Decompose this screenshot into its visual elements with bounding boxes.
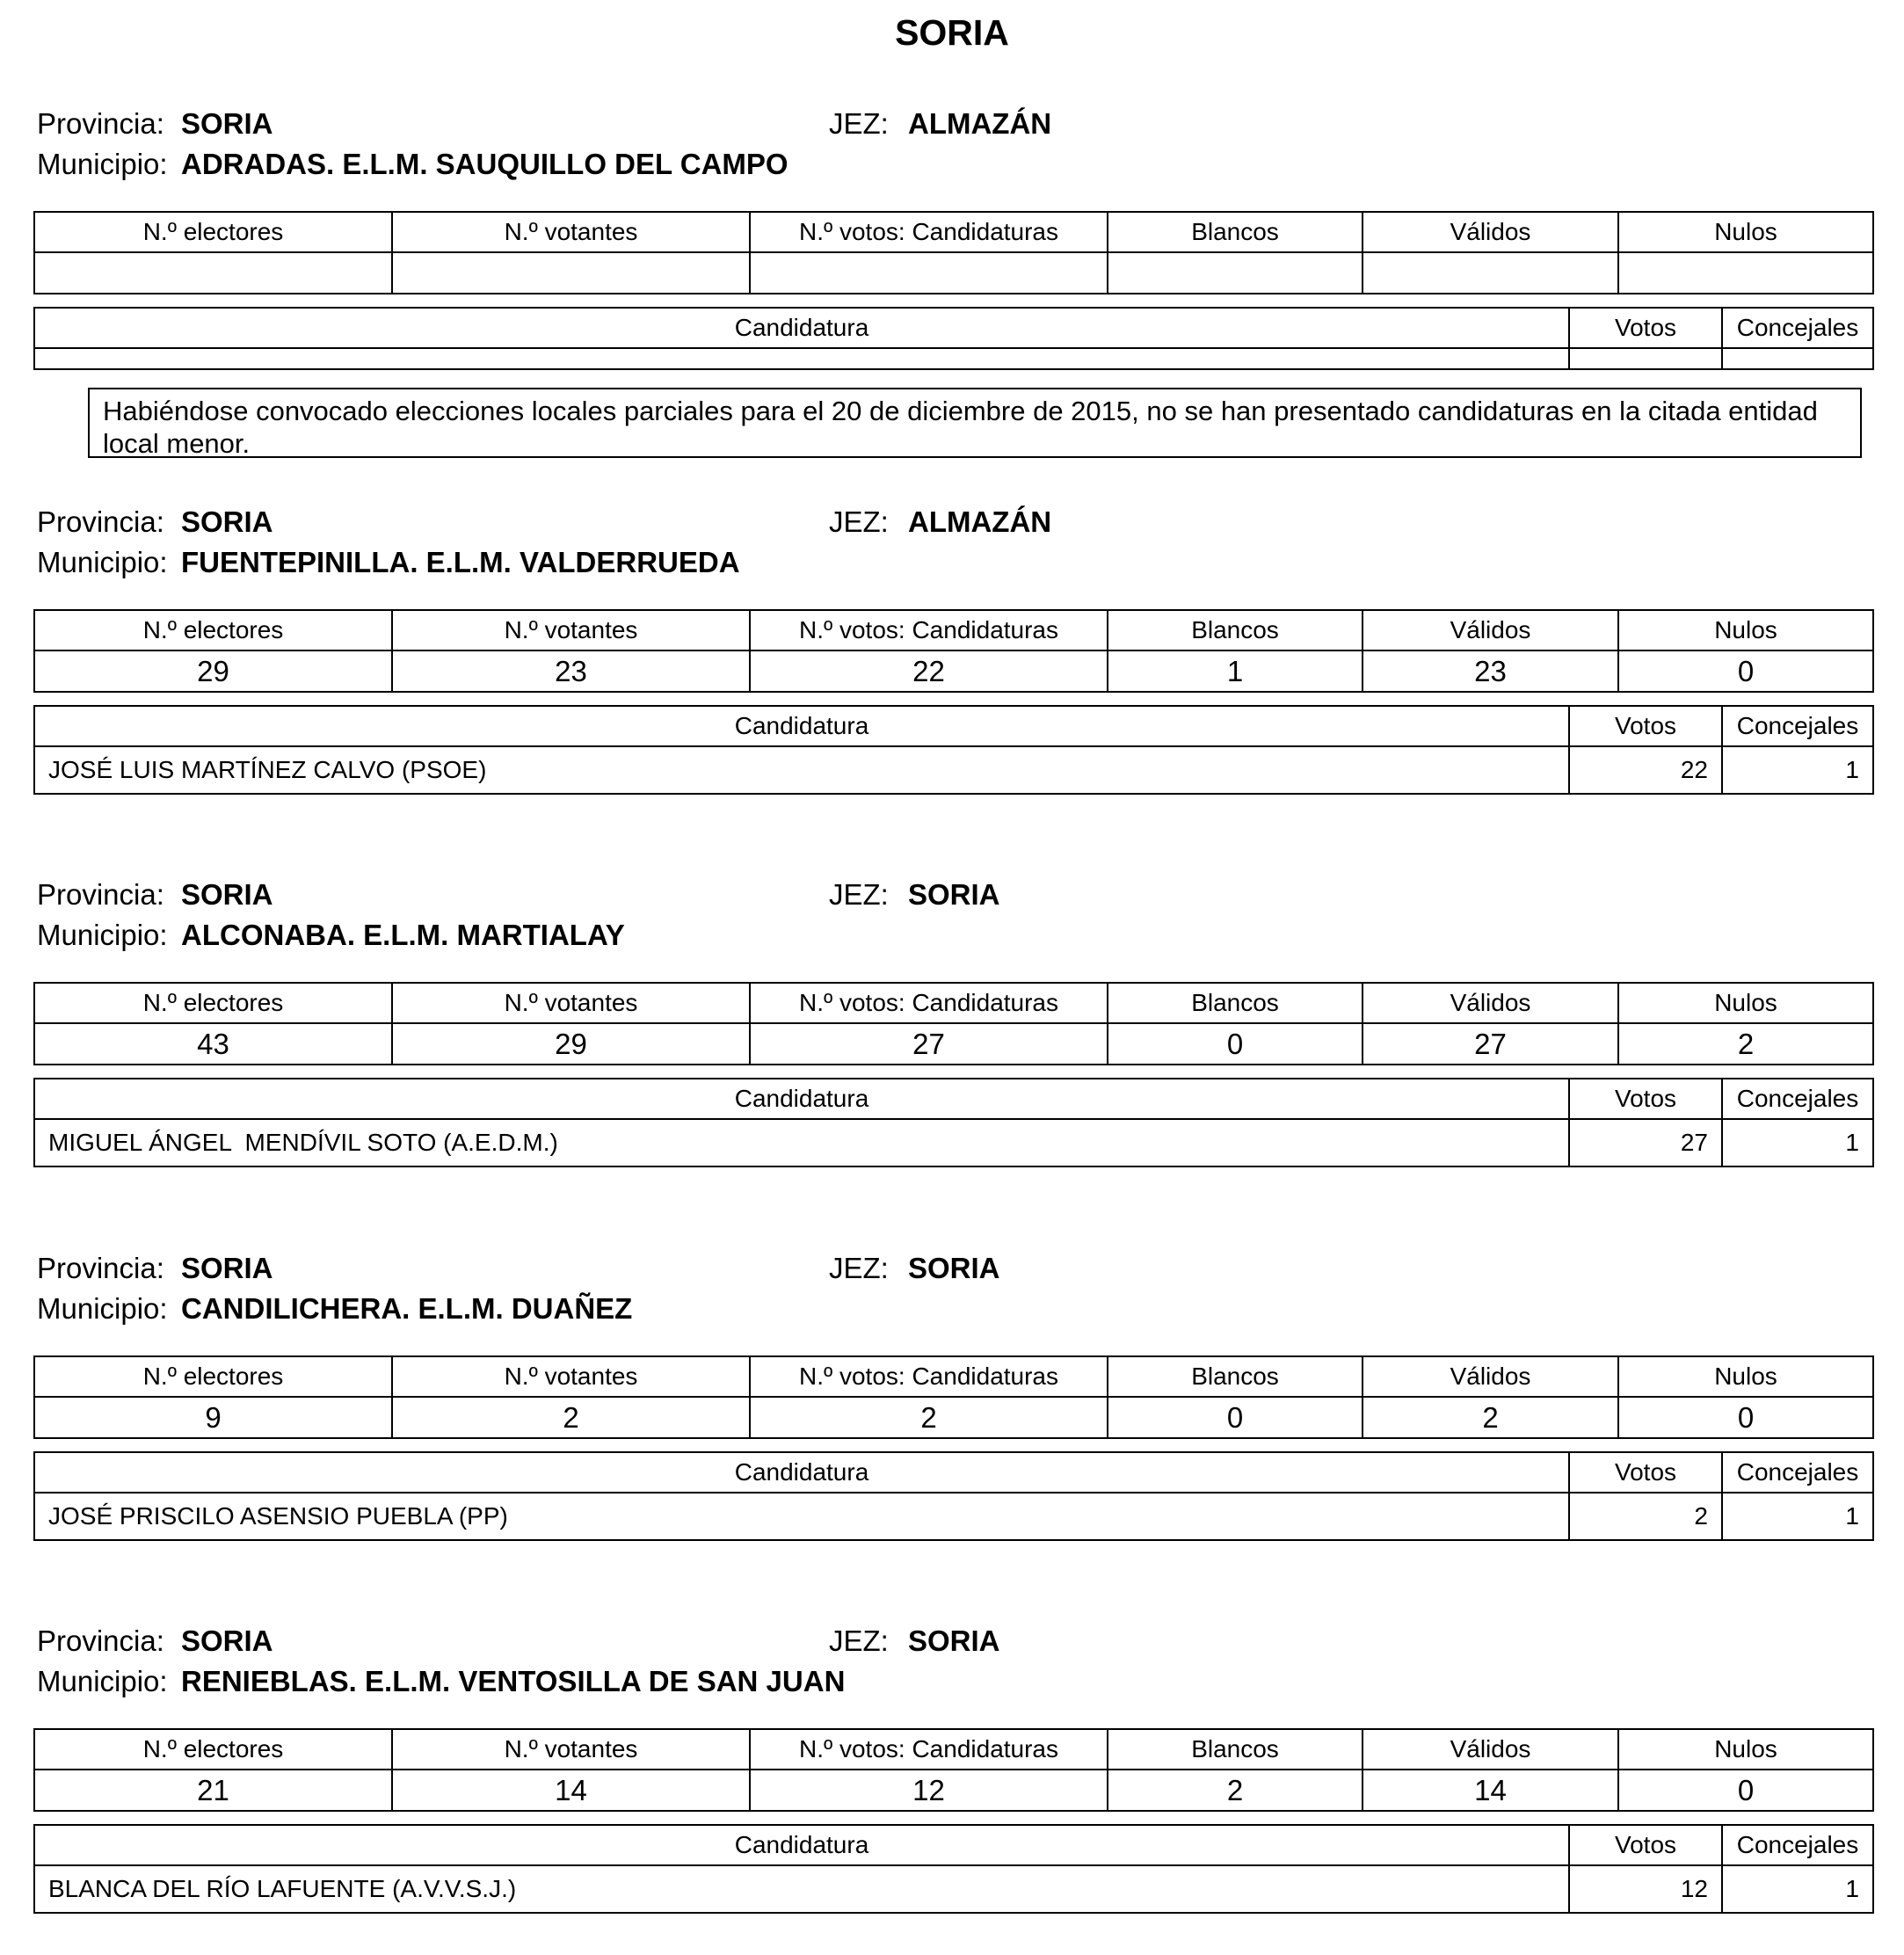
municipio-label: Municipio:	[37, 148, 168, 180]
candidaturas-table	[33, 1451, 1874, 1541]
candidatura-header: Candidatura	[34, 1079, 1569, 1119]
votantes-header: N.º votantes	[392, 983, 750, 1023]
concejales-header: Concejales	[1722, 1452, 1873, 1493]
provincia-value: SORIA	[181, 1624, 273, 1657]
concejales-header: Concejales	[1722, 706, 1873, 746]
candidaturas-header-row	[34, 1079, 1873, 1119]
votos-candidaturas-value: 27	[750, 1023, 1108, 1065]
provincia-label: Provincia:	[37, 1252, 164, 1284]
votantes-header: N.º votantes	[392, 1356, 750, 1397]
municipio-value: FUENTEPINILLA. E.L.M. VALDERRUEDA	[181, 546, 740, 578]
stats-table	[33, 982, 1874, 1065]
stats-value-row	[34, 1023, 1873, 1065]
stats-value-row	[34, 650, 1873, 692]
municipio-label: Municipio:	[37, 1292, 168, 1325]
votos-candidaturas-header: N.º votos: Candidaturas	[750, 1729, 1108, 1770]
candidatura-header: Candidatura	[34, 706, 1569, 746]
jez-label: JEZ:	[829, 505, 889, 538]
stats-value-row	[34, 1397, 1873, 1438]
jez-value: ALMAZÁN	[908, 107, 1052, 140]
provincia-label: Provincia:	[37, 878, 164, 911]
candidatura-concejales: 1	[1722, 1865, 1873, 1913]
concejales-header: Concejales	[1722, 1825, 1873, 1865]
candidatura-votos: 22	[1569, 746, 1722, 794]
votantes-value: 23	[392, 650, 750, 692]
jez-label: JEZ:	[829, 1624, 889, 1657]
empty-candidatura-row	[34, 348, 1873, 369]
validos-value	[1363, 252, 1618, 294]
votos-candidaturas-header: N.º votos: Candidaturas	[750, 1356, 1108, 1397]
votantes-header: N.º votantes	[392, 610, 750, 650]
jez-value: ALMAZÁN	[908, 505, 1052, 538]
votos-candidaturas-header: N.º votos: Candidaturas	[750, 212, 1108, 252]
concejales-header: Concejales	[1722, 1079, 1873, 1119]
blancos-header: Blancos	[1108, 1729, 1363, 1770]
jez-label: JEZ:	[829, 1252, 889, 1284]
electores-value: 21	[34, 1770, 392, 1811]
jez-label: JEZ:	[829, 107, 889, 140]
validos-header: Válidos	[1363, 610, 1618, 650]
blancos-value: 1	[1108, 650, 1363, 692]
votos-candidaturas-value: 22	[750, 650, 1108, 692]
nulos-value: 0	[1618, 1770, 1873, 1811]
validos-header: Válidos	[1363, 212, 1618, 252]
candidaturas-header-row	[34, 1452, 1873, 1493]
candidaturas-table	[33, 1824, 1874, 1914]
candidaturas-table	[33, 307, 1874, 370]
blancos-header: Blancos	[1108, 983, 1363, 1023]
candidatura-name: BLANCA DEL RÍO LAFUENTE (A.V.V.S.J.)	[34, 1865, 1569, 1913]
candidaturas-header-row	[34, 308, 1873, 348]
electores-value: 43	[34, 1023, 392, 1065]
provincia-value: SORIA	[181, 1252, 273, 1284]
candidatura-name: JOSÉ PRISCILO ASENSIO PUEBLA (PP)	[34, 1493, 1569, 1540]
municipio-label: Municipio:	[37, 546, 168, 578]
jez-value: SORIA	[908, 878, 1000, 911]
candidaturas-table	[33, 705, 1874, 795]
votantes-value: 14	[392, 1770, 750, 1811]
stats-header-row	[34, 212, 1873, 252]
electores-header: N.º electores	[34, 610, 392, 650]
stats-table	[33, 211, 1874, 294]
electores-value	[34, 252, 392, 294]
stats-header-row	[34, 1729, 1873, 1770]
electores-header: N.º electores	[34, 1729, 392, 1770]
candidatura-header: Candidatura	[34, 1825, 1569, 1865]
electores-header: N.º electores	[34, 1356, 392, 1397]
page-title: SORIA	[895, 12, 1009, 53]
stats-header-row	[34, 983, 1873, 1023]
votos-candidaturas-value: 2	[750, 1397, 1108, 1438]
stats-table	[33, 1355, 1874, 1439]
notice-box: Habiéndose convocado elecciones locales parciales para el 20 de diciembre de 2015, no se han presentado candidaturas en la citada entidad local menor.	[88, 388, 1862, 458]
validos-header: Válidos	[1363, 1729, 1618, 1770]
votantes-header: N.º votantes	[392, 1729, 750, 1770]
candidatura-concejales: 1	[1722, 746, 1873, 794]
votantes-value: 2	[392, 1397, 750, 1438]
jez-value: SORIA	[908, 1252, 1000, 1284]
votantes-header: N.º votantes	[392, 212, 750, 252]
stats-table	[33, 609, 1874, 693]
validos-value: 23	[1363, 650, 1618, 692]
candidatura-votos: 12	[1569, 1865, 1722, 1913]
municipio-value: ALCONABA. E.L.M. MARTIALAY	[181, 919, 625, 951]
blancos-value	[1108, 252, 1363, 294]
stats-table	[33, 1728, 1874, 1812]
blancos-value: 0	[1108, 1397, 1363, 1438]
nulos-header: Nulos	[1618, 983, 1873, 1023]
blancos-header: Blancos	[1108, 1356, 1363, 1397]
candidatura-concejales: 1	[1722, 1493, 1873, 1540]
validos-value: 2	[1363, 1397, 1618, 1438]
empty-cell	[1722, 348, 1873, 369]
votos-candidaturas-header: N.º votos: Candidaturas	[750, 983, 1108, 1023]
votos-header: Votos	[1569, 706, 1722, 746]
provincia-label: Provincia:	[37, 1624, 164, 1657]
jez-label: JEZ:	[829, 878, 889, 911]
provincia-label: Provincia:	[37, 107, 164, 140]
candidaturas-header-row	[34, 1825, 1873, 1865]
candidatura-header: Candidatura	[34, 308, 1569, 348]
provincia-value: SORIA	[181, 878, 273, 911]
stats-value-row	[34, 252, 1873, 294]
blancos-value: 0	[1108, 1023, 1363, 1065]
municipio-label: Municipio:	[37, 919, 168, 951]
candidatura-concejales: 1	[1722, 1119, 1873, 1166]
nulos-value: 2	[1618, 1023, 1873, 1065]
candidatura-row	[34, 1493, 1873, 1540]
nulos-header: Nulos	[1618, 212, 1873, 252]
empty-cell	[1569, 348, 1722, 369]
blancos-header: Blancos	[1108, 212, 1363, 252]
validos-header: Válidos	[1363, 983, 1618, 1023]
candidatura-name: JOSÉ LUIS MARTÍNEZ CALVO (PSOE)	[34, 746, 1569, 794]
nulos-value	[1618, 252, 1873, 294]
candidatura-votos: 27	[1569, 1119, 1722, 1166]
nulos-header: Nulos	[1618, 1356, 1873, 1397]
electores-value: 9	[34, 1397, 392, 1438]
blancos-value: 2	[1108, 1770, 1363, 1811]
votos-header: Votos	[1569, 1079, 1722, 1119]
nulos-header: Nulos	[1618, 1729, 1873, 1770]
votos-header: Votos	[1569, 308, 1722, 348]
municipio-label: Municipio:	[37, 1665, 168, 1697]
provincia-value: SORIA	[181, 107, 273, 140]
candidatura-header: Candidatura	[34, 1452, 1569, 1493]
provincia-value: SORIA	[181, 505, 273, 538]
stats-header-row	[34, 1356, 1873, 1397]
stats-header-row	[34, 610, 1873, 650]
electores-header: N.º electores	[34, 983, 392, 1023]
nulos-value: 0	[1618, 650, 1873, 692]
candidatura-row	[34, 746, 1873, 794]
votos-candidaturas-value: 12	[750, 1770, 1108, 1811]
municipio-value: RENIEBLAS. E.L.M. VENTOSILLA DE SAN JUAN	[181, 1665, 846, 1697]
candidaturas-header-row	[34, 706, 1873, 746]
candidatura-name: MIGUEL ÁNGEL MENDÍVIL SOTO (A.E.D.M.)	[34, 1119, 1569, 1166]
municipio-value: ADRADAS. E.L.M. SAUQUILLO DEL CAMPO	[181, 148, 788, 180]
stats-value-row	[34, 1770, 1873, 1811]
votos-header: Votos	[1569, 1825, 1722, 1865]
candidatura-row	[34, 1865, 1873, 1913]
electores-header: N.º electores	[34, 212, 392, 252]
votantes-value: 29	[392, 1023, 750, 1065]
votos-header: Votos	[1569, 1452, 1722, 1493]
candidaturas-table	[33, 1078, 1874, 1167]
validos-value: 27	[1363, 1023, 1618, 1065]
provincia-label: Provincia:	[37, 505, 164, 538]
jez-value: SORIA	[908, 1624, 1000, 1657]
electores-value: 29	[34, 650, 392, 692]
concejales-header: Concejales	[1722, 308, 1873, 348]
validos-header: Válidos	[1363, 1356, 1618, 1397]
blancos-header: Blancos	[1108, 610, 1363, 650]
nulos-header: Nulos	[1618, 610, 1873, 650]
candidatura-votos: 2	[1569, 1493, 1722, 1540]
votos-candidaturas-header: N.º votos: Candidaturas	[750, 610, 1108, 650]
votantes-value	[392, 252, 750, 294]
nulos-value: 0	[1618, 1397, 1873, 1438]
candidatura-row	[34, 1119, 1873, 1166]
votos-candidaturas-value	[750, 252, 1108, 294]
validos-value: 14	[1363, 1770, 1618, 1811]
municipio-value: CANDILICHERA. E.L.M. DUAÑEZ	[181, 1292, 633, 1325]
empty-cell	[34, 348, 1569, 369]
